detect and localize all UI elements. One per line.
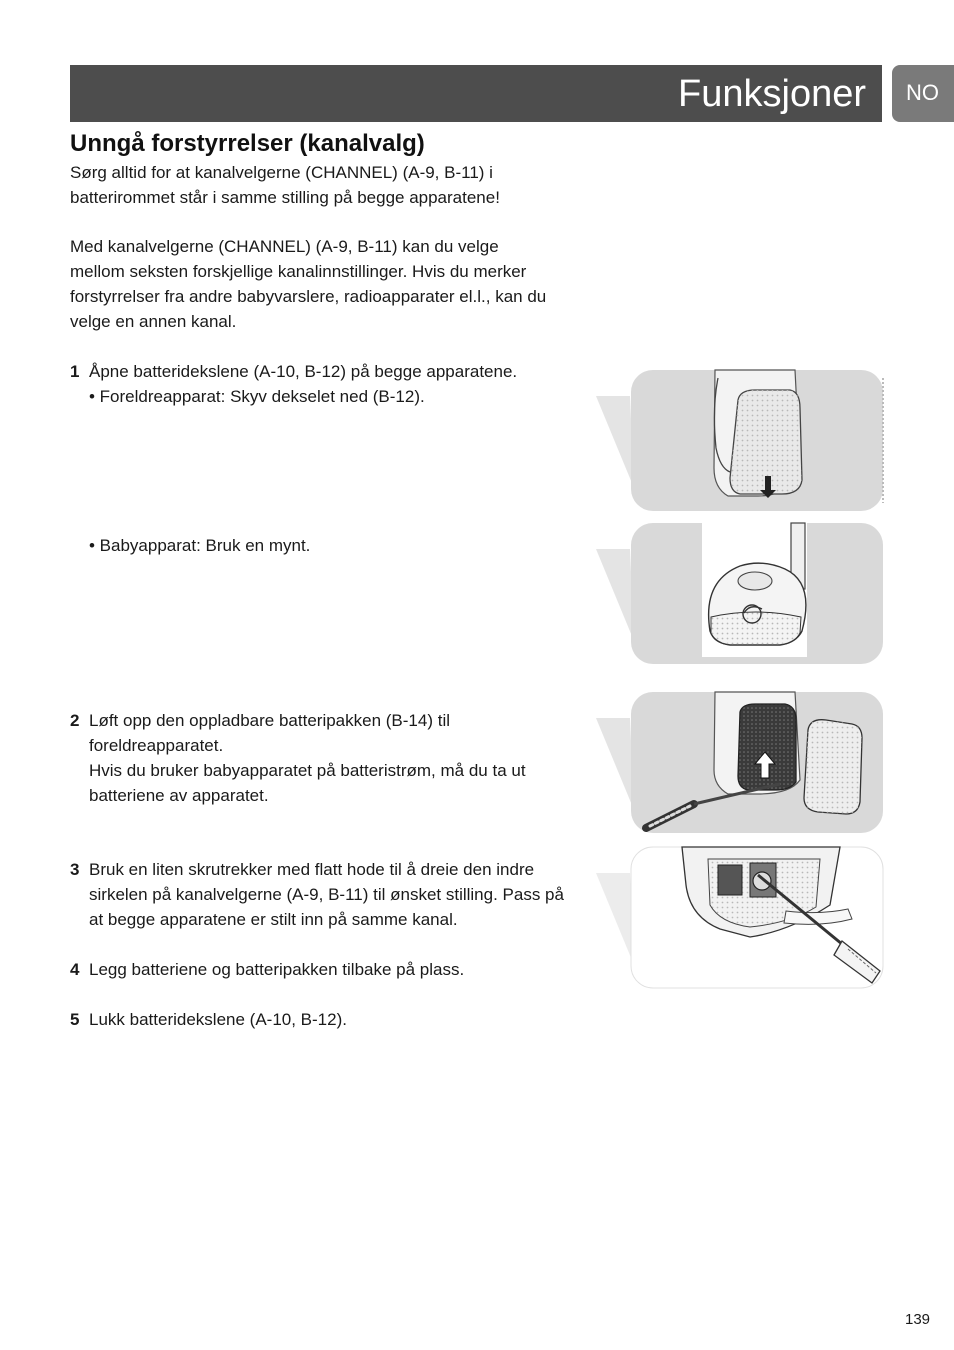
step-line: Hvis du bruker babyapparatet på batteristrøm, må du ta ut (89, 761, 526, 780)
intro-line: batterirommet står i samme stilling på begge apparatene! (70, 188, 500, 207)
step-number: 1 (70, 362, 80, 381)
step-text (89, 708, 609, 808)
step-text: Lukk batteridekslene (A-10, B-12). (89, 1010, 347, 1029)
page-number: 139 (905, 1311, 931, 1328)
step-line: batteriene av apparatet. (89, 786, 269, 805)
step-number: 3 (70, 860, 80, 879)
step-text (89, 857, 609, 932)
parent-unit-cover-slide-icon (590, 368, 890, 513)
paragraph-line: mellom seksten forskjellige kanalinnstillinger. Hvis du merker (70, 262, 527, 281)
step-text: Åpne batteridekslene (A-10, B-12) på begge apparatene. (89, 362, 518, 381)
paragraph-line: forstyrrelser fra andre babyvarslere, radioapparater el.l., kan du (70, 287, 547, 306)
channel-paragraph (70, 234, 610, 334)
baby-unit-coin-icon (590, 521, 890, 666)
step-line: at begge apparatene er stilt inn på samme kanal. (89, 910, 458, 929)
section-heading: Unngå forstyrrelser (kanalvalg) (70, 130, 425, 157)
step-line: foreldreapparatet. (89, 736, 224, 755)
language-tab (892, 65, 954, 122)
intro-line: Sørg alltid for at kanalvelgerne (CHANNEL) (A-9, B-11) i (70, 163, 493, 182)
step-number: 5 (70, 1010, 80, 1029)
battery-pack-lift-icon (590, 690, 890, 835)
header-bar (70, 65, 882, 122)
language-tab-label: NO (906, 80, 939, 105)
step-text: Legg batteriene og batteripakken tilbake på plass. (89, 960, 465, 979)
step-number: 4 (70, 960, 80, 979)
step-line: Bruk en liten skrutrekker med flatt hode til å dreie den indre (89, 860, 535, 879)
step-2 (70, 708, 610, 808)
step-line: sirkelen på kanalvelgerne (A-9, B-11) til ønsket stilling. Pass på (89, 885, 564, 904)
bullet-parent-unit: • Foreldreapparat: Skyv dekselet ned (B-12). (89, 387, 425, 406)
paragraph-line: velge en annen kanal. (70, 312, 237, 331)
page-title: Funksjoner (678, 73, 866, 115)
step-line: Løft opp den oppladbare batteripakken (B-14) til (89, 711, 451, 730)
step-3 (70, 857, 610, 932)
bullet-baby-unit: • Babyapparat: Bruk en mynt. (89, 536, 311, 555)
step-number: 2 (70, 711, 80, 730)
screwdriver-channel-selector-icon (590, 845, 890, 990)
intro-paragraph (70, 160, 610, 210)
paragraph-line: Med kanalvelgerne (CHANNEL) (A-9, B-11) kan du velge (70, 237, 499, 256)
